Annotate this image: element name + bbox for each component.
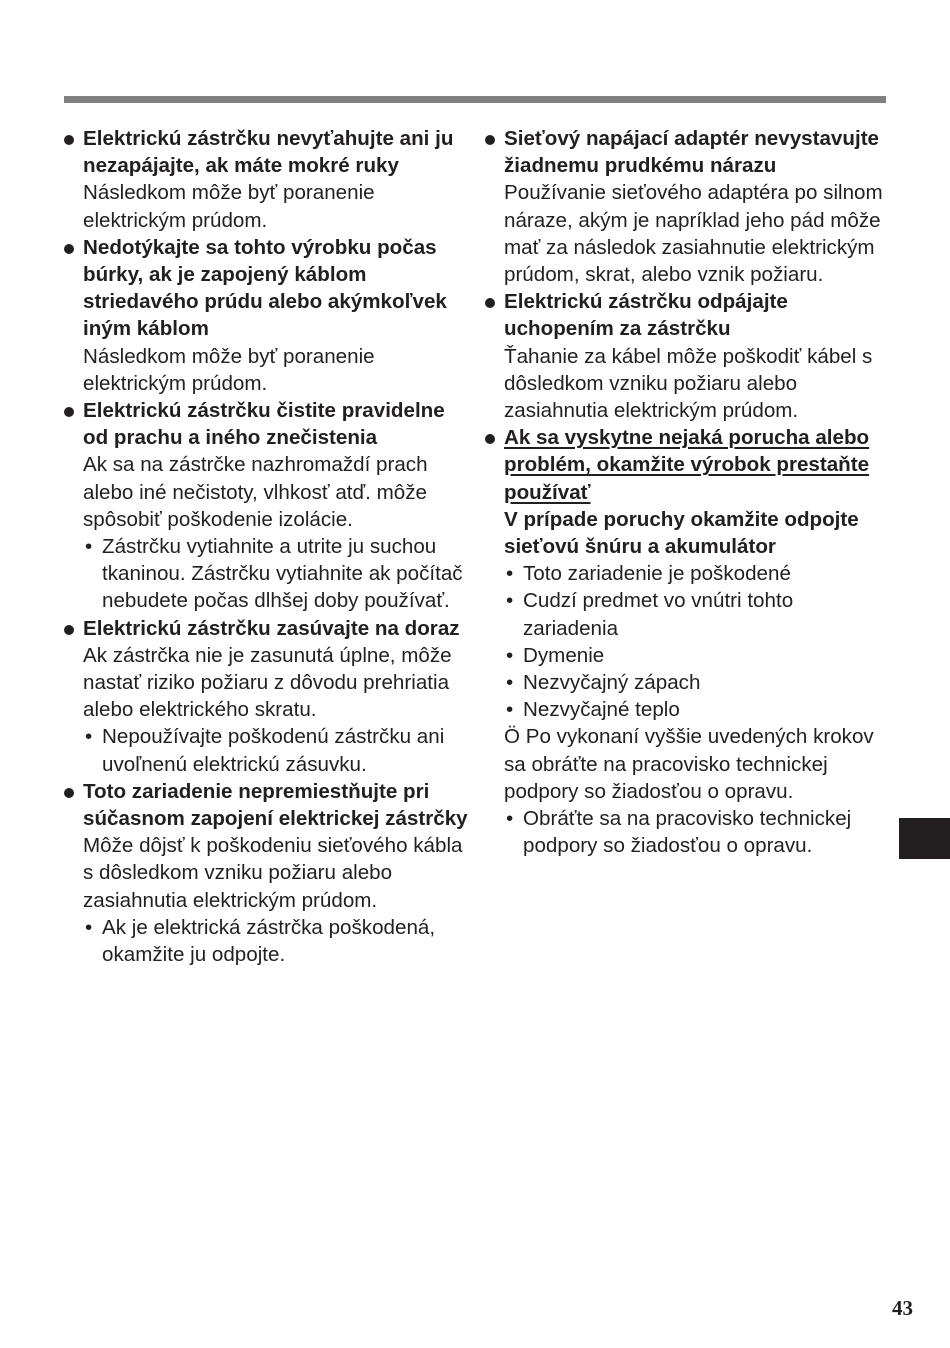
bullet-icon (64, 135, 74, 145)
item-heading: Nedotýkajte sa tohto výrobku počas búrky, ak je zapojený káblom striedavého prúdu alebo akýmkoľvek iným káblom (83, 235, 447, 341)
sub-item-text: Toto zariadenie je poškodené (523, 562, 791, 586)
item-heading: Elektrickú zástrčku čistite pravidelne od prachu a iného znečistenia (83, 399, 445, 450)
bullet-icon (485, 135, 495, 145)
sub-item-text: Nepoužívajte poškodenú zástrčku ani uvoľnenú elektrickú zásuvku. (102, 725, 445, 776)
item-body: Následkom môže byť poranenie elektrickým prúdom. (83, 344, 375, 395)
bullet-icon (485, 434, 495, 444)
item-body: Ö Po vykonaní vyššie uvedených krokov sa obráťte na pracovisko technickej podpory so žiadosťou o opravu. (504, 725, 874, 803)
sub-item-text: Cudzí predmet vo vnútri tohto zariadenia (523, 589, 794, 640)
item-heading-underlined: Ak sa vyskytne nejaká porucha alebo problém, okamžite výrobok prestaňte používať (504, 426, 870, 504)
small-bullet-icon: • (506, 807, 514, 831)
small-bullet-icon: • (506, 643, 514, 667)
sub-item-text: Ak je elektrická zástrčka poškodená, okamžite ju odpojte. (102, 915, 436, 967)
item-heading: Elektrickú zástrčku odpájajte uchopením za zástrčku (504, 290, 788, 341)
sub-item-text: Dymenie (523, 643, 605, 667)
item-body: Môže dôjsť k poškodeniu sieťového kábla s dôsledkom vzniku požiaru alebo zasiahnutia elektrickým prúdom. (83, 834, 463, 912)
sub-list-item (83, 914, 469, 968)
small-bullet-icon: • (506, 698, 514, 722)
safety-item (485, 424, 890, 859)
safety-item (64, 125, 469, 234)
sub-item-text: Nezvyčajné teplo (523, 698, 680, 722)
sub-list-item (504, 587, 890, 641)
item-heading: Elektrickú zástrčku zasúvajte na doraz (83, 616, 460, 640)
page-number: 43 (892, 1296, 913, 1320)
sub-list-item (504, 669, 890, 696)
item-heading: Sieťový napájací adaptér nevystavujte žiadnemu prudkému nárazu (504, 127, 880, 178)
sub-list-item (504, 642, 890, 669)
bullet-icon (64, 625, 74, 635)
safety-item (485, 125, 890, 288)
sub-list-item (504, 805, 890, 859)
sub-list-item (504, 560, 890, 587)
safety-item (485, 288, 890, 424)
left-column (64, 125, 469, 968)
safety-item (64, 778, 469, 968)
sub-item-text: Nezvyčajný zápach (523, 671, 701, 695)
safety-item (64, 234, 469, 397)
sub-list-item (504, 696, 890, 723)
item-heading: Elektrickú zástrčku nevyťahujte ani ju nezapájajte, ak máte mokré ruky (83, 127, 454, 178)
small-bullet-icon: • (85, 915, 93, 939)
item-body: Ťahanie za kábel môže poškodiť kábel s dôsledkom vzniku požiaru alebo zasiahnutia elektrickým prúdom. (504, 344, 873, 423)
sub-list-item (83, 533, 469, 615)
item-heading: Toto zariadenie nepremiestňujte pri súčasnom zapojení elektrickej zástrčky (83, 779, 468, 831)
small-bullet-icon: • (506, 671, 514, 695)
small-bullet-icon: • (85, 725, 93, 749)
sub-list-item (83, 723, 469, 777)
right-column (485, 125, 890, 859)
bullet-icon (485, 298, 495, 308)
sub-item-text: Obráťte sa na pracovisko technickej podpory so žiadosťou o opravu. (523, 807, 852, 858)
section-tab-marker (899, 818, 950, 859)
safety-item (64, 397, 469, 615)
bullet-icon (64, 407, 74, 417)
item-body: Ak sa na zástrčke nazhromaždí prach alebo iné nečistoty, vlhkosť atď. môže spôsobiť poškodenie izolácie. (83, 453, 428, 531)
small-bullet-icon: • (85, 535, 93, 559)
item-body: Následkom môže byť poranenie elektrickým prúdom. (83, 181, 375, 232)
small-bullet-icon: • (506, 589, 514, 613)
item-heading: V prípade poruchy okamžite odpojte sieťovú šnúru a akumulátor (504, 507, 859, 559)
top-rule (64, 96, 886, 103)
item-body: Používanie sieťového adaptéra po silnom náraze, akým je napríklad jeho pád môže mať za následok zasiahnutie elektrickým prúdom, skrat, alebo vznik požiaru. (504, 181, 883, 287)
small-bullet-icon: • (506, 562, 514, 586)
item-body: Ak zástrčka nie je zasunutá úplne, môže nastať riziko požiaru z dôvodu prehriatia alebo elektrického skratu. (83, 643, 452, 722)
bullet-icon (64, 244, 74, 254)
safety-item (64, 615, 469, 778)
sub-item-text: Zástrčku vytiahnite a utrite ju suchou tkaninou. Zástrčku vytiahnite ak počítač nebudete počas dlhšej doby používať. (102, 535, 463, 613)
bullet-icon (64, 788, 74, 798)
